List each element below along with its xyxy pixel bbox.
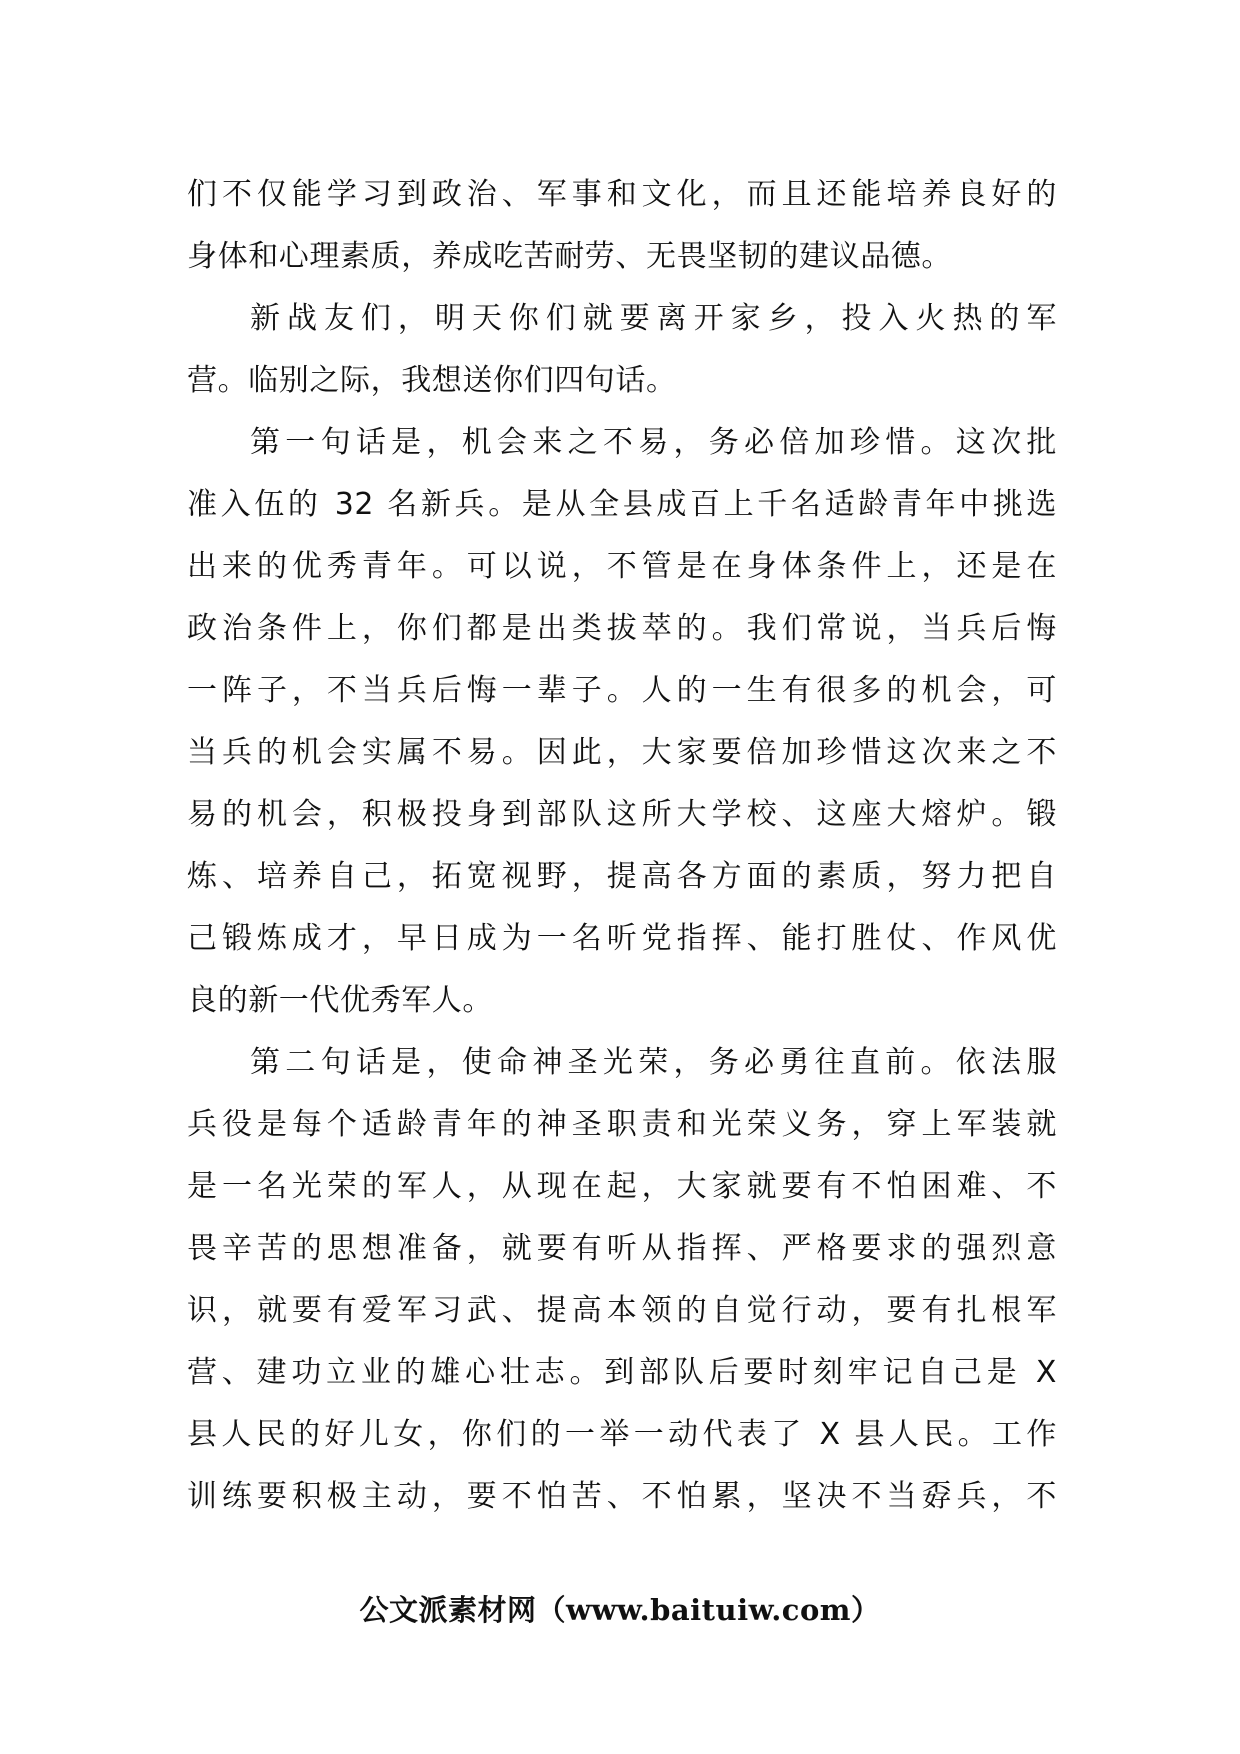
text-line: 们不仅能学习到政治、军事和文化，而且还能培养良好的 [187,177,1057,212]
text-line: 一阵子，不当兵后悔一辈子。人的一生有很多的机会，可 [187,673,1057,708]
text-line: 县人民的好儿女，你们的一举一动代表了 X 县人民。工作 [187,1417,1057,1452]
text-line: 政治条件上，你们都是出类拔萃的。我们常说，当兵后悔 [187,611,1057,646]
text-line: 第二句话是，使命神圣光荣，务必勇往直前。依法服 [250,1045,1057,1080]
document-body [187,164,1057,1528]
text-line: 准入伍的 32 名新兵。是从全县成百上千名适龄青年中挑选 [187,487,1057,522]
text-line: 出来的优秀青年。可以说，不管是在身体条件上，还是在 [187,549,1057,584]
text-line: 兵役是每个适龄青年的神圣职责和光荣义务，穿上军装就 [187,1107,1057,1142]
text-line: 营。临别之际，我想送你们四句话。 [187,363,677,398]
text-line: 训练要积极主动，要不怕苦、不怕累，坚决不当孬兵，不 [187,1479,1057,1514]
text-line: 易的机会，积极投身到部队这所大学校、这座大熔炉。锻 [187,797,1057,832]
text-line: 新战友们，明天你们就要离开家乡，投入火热的军 [250,301,1057,336]
text-line: 识，就要有爱军习武、提高本领的自觉行动，要有扎根军 [187,1293,1057,1328]
text-line: 良的新一代优秀军人。 [187,983,493,1018]
text-line: 身体和心理素质，养成吃苦耐劳、无畏坚韧的建议品德。 [187,239,952,274]
text-line: 是一名光荣的军人，从现在起，大家就要有不怕困难、不 [187,1169,1057,1204]
text-line: 第一句话是，机会来之不易，务必倍加珍惜。这次批 [250,425,1057,460]
text-line: 己锻炼成才，早日成为一名听党指挥、能打胜仗、作风优 [187,921,1057,956]
text-line: 炼、培养自己，拓宽视野，提高各方面的素质，努力把自 [187,859,1057,894]
text-line: 畏辛苦的思想准备，就要有听从指挥、严格要求的强烈意 [187,1231,1057,1266]
text-line: 营、建功立业的雄心壮志。到部队后要时刻牢记自己是 X [187,1355,1057,1390]
text-line: 当兵的机会实属不易。因此，大家要倍加珍惜这次来之不 [187,735,1057,770]
page-footer-watermark: 公文派素材网（www.baituiw.com） [359,1593,881,1627]
